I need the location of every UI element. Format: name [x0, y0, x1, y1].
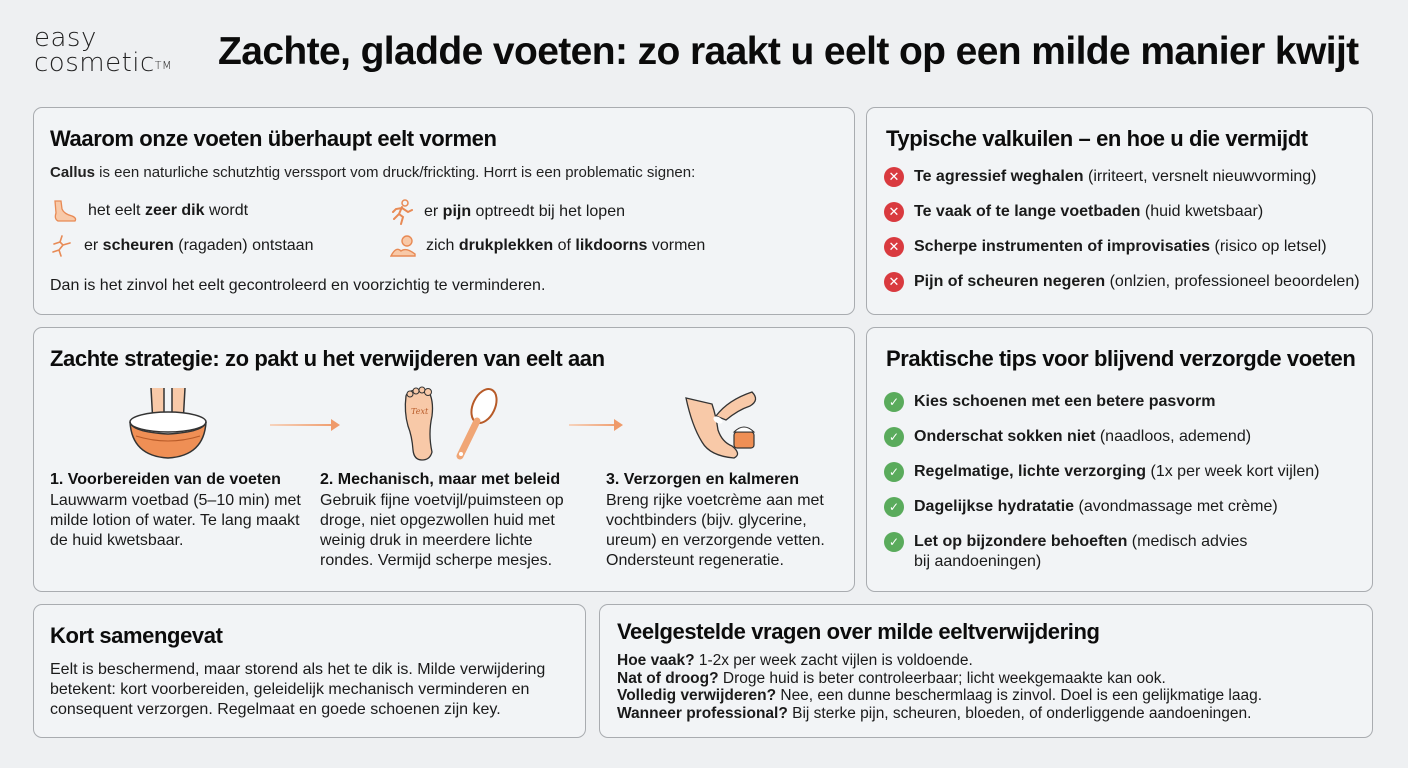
- why-callus-card: [33, 107, 855, 315]
- step-text: Lauwwarm voetbad (5–10 min) met milde lotion of water. Te lang maakt de huid kwetsbaar.: [50, 492, 301, 549]
- step-text: Gebruik fijne voetvijl/puimsteen op droge, niet opgezwollen huid met weinig druk in meerdere lichte rondes. Vermijd scherpe mesjes.: [320, 492, 564, 569]
- step-2: [320, 471, 585, 571]
- faq-item: Nat of droog? Droge huid is beter controleerbaar; licht weekgemaakte kan ook.: [617, 669, 1166, 687]
- check-circle-icon: ✓: [884, 532, 904, 552]
- faq-heading: Veelgestelde vragen over milde eeltverwijdering: [617, 619, 1100, 644]
- tip-item: ✓ Let op bijzondere behoeften (medisch advies bij aandoeningen): [884, 532, 1264, 572]
- step-title: 1. Voorbereiden van de voeten: [50, 471, 281, 488]
- pitfalls-card: [866, 107, 1373, 315]
- strategy-card: [33, 327, 855, 592]
- brand-logo: [34, 23, 173, 78]
- page-title: Zachte, gladde voeten: zo raakt u eelt op een milde manier kwijt: [218, 30, 1359, 73]
- pitfall-item: ✕ Te vaak of te lange voetbaden (huid kwetsbaar): [884, 202, 1263, 222]
- sign-text: het eelt zeer dik wordt: [88, 202, 249, 219]
- foot-file-icon: [398, 386, 498, 462]
- x-circle-icon: ✕: [884, 167, 904, 187]
- arrow-icon: [569, 424, 621, 426]
- step-title: 3. Verzorgen en kalmeren: [606, 471, 799, 488]
- sign-item: [50, 199, 248, 223]
- step-3: [606, 471, 841, 571]
- sign-text: er scheuren (ragaden) ontstaan: [84, 237, 314, 254]
- summary-text: Eelt is beschermend, maar storend als het te dik is. Milde verwijdering betekent: kort voorbereiden, geleidelijk mechanisch verminderen en consequent verzorgen. Regelmaat en goede schoenen zijn key.: [50, 661, 546, 718]
- step-title: 2. Mechanisch, maar met beleid: [320, 471, 561, 488]
- crack-icon: [50, 234, 74, 258]
- svg-text:Text: Text: [411, 407, 429, 416]
- faq-item: Volledig verwijderen? Nee, een dunne beschermlaag is zinvol. Doel is een gelijkmatige laag.: [617, 687, 1263, 704]
- faq-item: Hoe vaak? 1-2x per week zacht vijlen is voldoende.: [617, 652, 973, 669]
- strategy-heading: Zachte strategie: zo pakt u het verwijderen van eelt aan: [50, 346, 605, 371]
- arrow-icon: [270, 424, 338, 426]
- step-text: Breng rijke voetcrème aan met vochtbinders (bijv. glycerine, ureum) en verzorgende vetten. Ondersteunt regeneratie.: [606, 492, 825, 569]
- why-outro: Dan is het zinvol het eelt gecontroleerd en voorzichtig te verminderen.: [50, 277, 546, 294]
- running-person-icon: [390, 199, 414, 225]
- sign-item: [390, 234, 705, 258]
- brand-line-2: cosmetic: [34, 48, 155, 78]
- tip-item: ✓ Kies schoenen met een betere pasvorm: [884, 392, 1354, 412]
- x-circle-icon: ✕: [884, 237, 904, 257]
- x-circle-icon: ✕: [884, 272, 904, 292]
- tips-heading: Praktische tips voor blijvend verzorgde voeten: [886, 346, 1356, 371]
- step-1: [50, 471, 310, 551]
- check-circle-icon: ✓: [884, 427, 904, 447]
- faq-list: [617, 652, 1262, 722]
- why-intro: Callus is een naturliche schutzhtig verssport vom druck/frickting. Horrt is een problematic signen:: [50, 164, 696, 181]
- sign-text: er pijn optreedt bij het lopen: [424, 203, 625, 220]
- summary-heading: Kort samengevat: [50, 623, 223, 648]
- check-circle-icon: ✓: [884, 462, 904, 482]
- summary-card: [33, 604, 586, 738]
- pitfall-item: ✕ Pijn of scheuren negeren (onlzien, professioneel beoordelen): [884, 272, 1360, 292]
- cream-applying-icon: [682, 386, 762, 462]
- tips-card: [866, 327, 1373, 592]
- pitfall-item: ✕ Scherpe instrumenten of improvisaties (risico op letsel): [884, 237, 1327, 257]
- x-circle-icon: ✕: [884, 202, 904, 222]
- foot-bath-icon: [127, 386, 209, 461]
- sign-item: [50, 234, 313, 258]
- tip-item: ✓ Onderschat sokken niet (naadloos, ademend): [884, 427, 1354, 447]
- faq-item: Wanneer professional? Bij sterke pijn, scheuren, bloeden, of onderliggende aandoeningen.: [617, 704, 1252, 722]
- why-heading: Waarom onze voeten überhaupt eelt vormen: [50, 126, 497, 151]
- pitfalls-heading: Typische valkuilen – en hoe u die vermijdt: [886, 126, 1308, 151]
- brand-line-1: easy: [34, 23, 97, 53]
- tip-item: ✓ Regelmatige, lichte verzorging (1x per week kort vijlen): [884, 462, 1354, 482]
- pitfall-item: ✕ Te agressief weghalen (irriteert, versnelt nieuwvorming): [884, 167, 1317, 187]
- pressure-spot-icon: [390, 234, 416, 258]
- foot-icon: [50, 199, 78, 223]
- tip-item: ✓ Dagelijkse hydratatie (avondmassage met crème): [884, 497, 1354, 517]
- sign-text: zich drukplekken of likdoorns vormen: [426, 237, 706, 254]
- check-circle-icon: ✓: [884, 497, 904, 517]
- check-circle-icon: ✓: [884, 392, 904, 412]
- sign-item: [390, 199, 625, 225]
- faq-card: [599, 604, 1373, 738]
- trademark: TM: [154, 59, 173, 72]
